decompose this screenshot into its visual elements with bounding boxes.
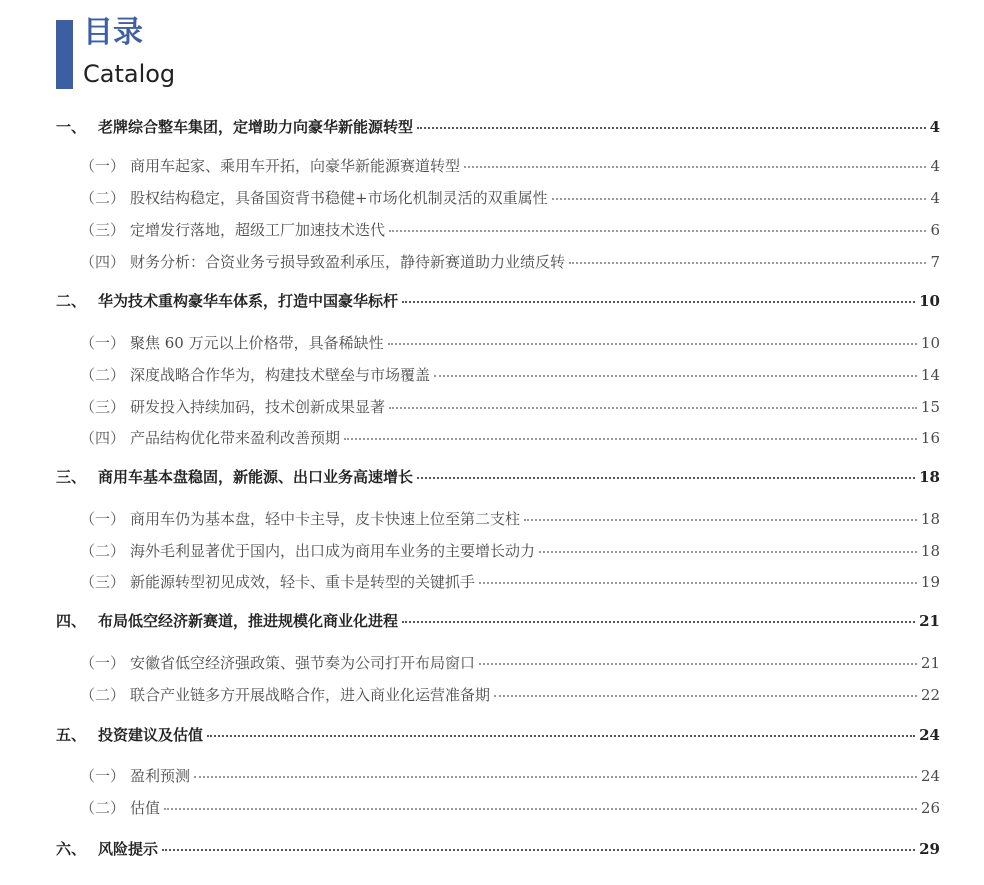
- toc-entry-title: 估值: [130, 799, 161, 817]
- toc-entry-title: 华为技术重构豪华车体系，打造中国豪华标杆: [98, 292, 399, 310]
- toc-entry-title: 布局低空经济新赛道，推进规模化商业化进程: [98, 612, 399, 630]
- toc-entry-number: 三、: [56, 468, 87, 486]
- toc-dot-leader: [402, 621, 915, 623]
- toc-entry-title: 盈利预测: [130, 767, 191, 785]
- toc-dot-leader: [569, 262, 926, 264]
- toc-subsection-entry[interactable]: [80, 427, 940, 448]
- toc-subsection-entry[interactable]: [80, 364, 940, 385]
- toc-dot-leader: [164, 808, 917, 810]
- toc-page-number: 16: [920, 429, 940, 447]
- toc-entry-title: 投资建议及估值: [98, 726, 204, 744]
- toc-entry-number: 一、: [56, 118, 87, 136]
- toc-entry-number: （四）: [80, 429, 126, 447]
- toc-entry-title: 研发投入持续加码，技术创新成果显著: [130, 398, 386, 416]
- toc-dot-leader: [434, 375, 917, 377]
- toc-entry-title: 股权结构稳定，具备国资背书稳健+市场化机制灵活的双重属性: [130, 189, 548, 207]
- toc-page-number: 29: [919, 840, 940, 858]
- toc-dot-leader: [494, 695, 917, 697]
- toc-entry-title: 财务分析：合资业务亏损导致盈利承压，静待新赛道助力业绩反转: [130, 253, 566, 271]
- toc-dot-leader: [417, 477, 915, 479]
- toc-entry-number: （一）: [80, 334, 126, 352]
- toc-entry-number: （三）: [80, 398, 126, 416]
- toc-subsection-entry[interactable]: [80, 187, 940, 208]
- toc-dot-leader: [417, 127, 926, 129]
- toc-dot-leader: [402, 301, 915, 303]
- toc-entry-number: 五、: [56, 726, 87, 744]
- toc-page-number: 14: [920, 366, 940, 384]
- page-subtitle: Catalog: [83, 60, 176, 88]
- toc-dot-leader: [539, 551, 917, 553]
- toc-dot-leader: [479, 663, 917, 665]
- page-title: 目录: [83, 15, 143, 50]
- toc-subsection-entry[interactable]: [80, 797, 940, 818]
- toc-entry-title: 定增发行落地，超级工厂加速技术迭代: [130, 221, 386, 239]
- toc-entry-number: （一）: [80, 157, 126, 175]
- toc-entry-number: （一）: [80, 767, 126, 785]
- toc-entry-number: （三）: [80, 573, 126, 591]
- toc-entry-title: 商用车起家、乘用车开拓，向豪华新能源赛道转型: [130, 157, 461, 175]
- toc-page-number: 21: [919, 612, 940, 630]
- toc-dot-leader: [464, 166, 926, 168]
- toc-subsection-entry[interactable]: [80, 396, 940, 417]
- toc-entry-number: （三）: [80, 221, 126, 239]
- toc-entry-title: 联合产业链多方开展战略合作，进入商业化运营准备期: [130, 686, 491, 704]
- toc-entry-number: （二）: [80, 189, 126, 207]
- toc-page-number: 15: [920, 398, 940, 416]
- toc-dot-leader: [524, 519, 917, 521]
- toc-dot-leader: [389, 407, 917, 409]
- toc-entry-title: 商用车基本盘稳固，新能源、出口业务高速增长: [98, 468, 414, 486]
- toc-page-number: 6: [930, 221, 940, 239]
- toc-subsection-entry[interactable]: [80, 508, 940, 529]
- toc-section-entry[interactable]: [56, 116, 940, 137]
- toc-dot-leader: [344, 438, 917, 440]
- toc-section-entry[interactable]: [56, 724, 940, 745]
- toc-entry-number: （二）: [80, 799, 126, 817]
- toc-subsection-entry[interactable]: [80, 332, 940, 353]
- toc-page-number: 10: [920, 334, 940, 352]
- toc-page-number: 18: [919, 468, 940, 486]
- toc-subsection-entry[interactable]: [80, 684, 940, 705]
- toc-subsection-entry[interactable]: [80, 251, 940, 272]
- toc-subsection-entry[interactable]: [80, 540, 940, 561]
- toc-page-number: 19: [920, 573, 940, 591]
- toc-page-number: 18: [920, 542, 940, 560]
- toc-entry-number: （二）: [80, 366, 126, 384]
- toc-page-number: 4: [930, 189, 940, 207]
- toc-entry-title: 产品结构优化带来盈利改善预期: [130, 429, 341, 447]
- toc-dot-leader: [194, 776, 917, 778]
- toc-dot-leader: [389, 230, 926, 232]
- toc-subsection-entry[interactable]: [80, 571, 940, 592]
- toc-page-number: 10: [919, 292, 940, 310]
- toc-page-number: 7: [930, 253, 940, 271]
- toc-entry-title: 深度战略合作华为，构建技术壁垒与市场覆盖: [130, 366, 431, 384]
- toc-page-number: 4: [929, 118, 940, 136]
- toc-section-entry[interactable]: [56, 466, 940, 487]
- toc-subsection-entry[interactable]: [80, 765, 940, 786]
- toc-page-number: 24: [920, 767, 940, 785]
- toc-page-number: 22: [920, 686, 940, 704]
- toc-dot-leader: [162, 849, 915, 851]
- toc-subsection-entry[interactable]: [80, 219, 940, 240]
- toc-entry-number: 二、: [56, 292, 87, 310]
- toc-entry-number: （二）: [80, 542, 126, 560]
- toc-entry-title: 聚焦 60 万元以上价格带，具备稀缺性: [130, 334, 384, 352]
- toc-dot-leader: [207, 735, 915, 737]
- toc-entry-title: 老牌综合整车集团，定增助力向豪华新能源转型: [98, 118, 414, 136]
- toc-entry-number: （一）: [80, 510, 126, 528]
- toc-entry-title: 安徽省低空经济强政策、强节奏为公司打开布局窗口: [130, 654, 476, 672]
- toc-entry-title: 风险提示: [98, 840, 159, 858]
- toc-entry-number: 六、: [56, 840, 87, 858]
- toc-entry-number: （四）: [80, 253, 126, 271]
- toc-subsection-entry[interactable]: [80, 652, 940, 673]
- toc-section-entry[interactable]: [56, 290, 940, 311]
- toc-page-number: 21: [920, 654, 940, 672]
- toc-page-number: 24: [919, 726, 940, 744]
- toc-page-number: 4: [930, 157, 940, 175]
- toc-page-number: 26: [920, 799, 940, 817]
- toc-entry-title: 新能源转型初见成效，轻卡、重卡是转型的关键抓手: [130, 573, 476, 591]
- toc-entry-number: （一）: [80, 654, 126, 672]
- toc-section-entry[interactable]: [56, 838, 940, 859]
- toc-section-entry[interactable]: [56, 610, 940, 631]
- toc-dot-leader: [479, 582, 917, 584]
- toc-page-number: 18: [920, 510, 940, 528]
- toc-entry-title: 商用车仍为基本盘，轻中卡主导，皮卡快速上位至第二支柱: [130, 510, 521, 528]
- toc-entry-number: （二）: [80, 686, 126, 704]
- toc-dot-leader: [388, 343, 917, 345]
- toc-subsection-entry[interactable]: [80, 155, 940, 176]
- toc-dot-leader: [552, 198, 927, 200]
- toc-entry-title: 海外毛利显著优于国内，出口成为商用车业务的主要增长动力: [130, 542, 536, 560]
- toc-entry-number: 四、: [56, 612, 87, 630]
